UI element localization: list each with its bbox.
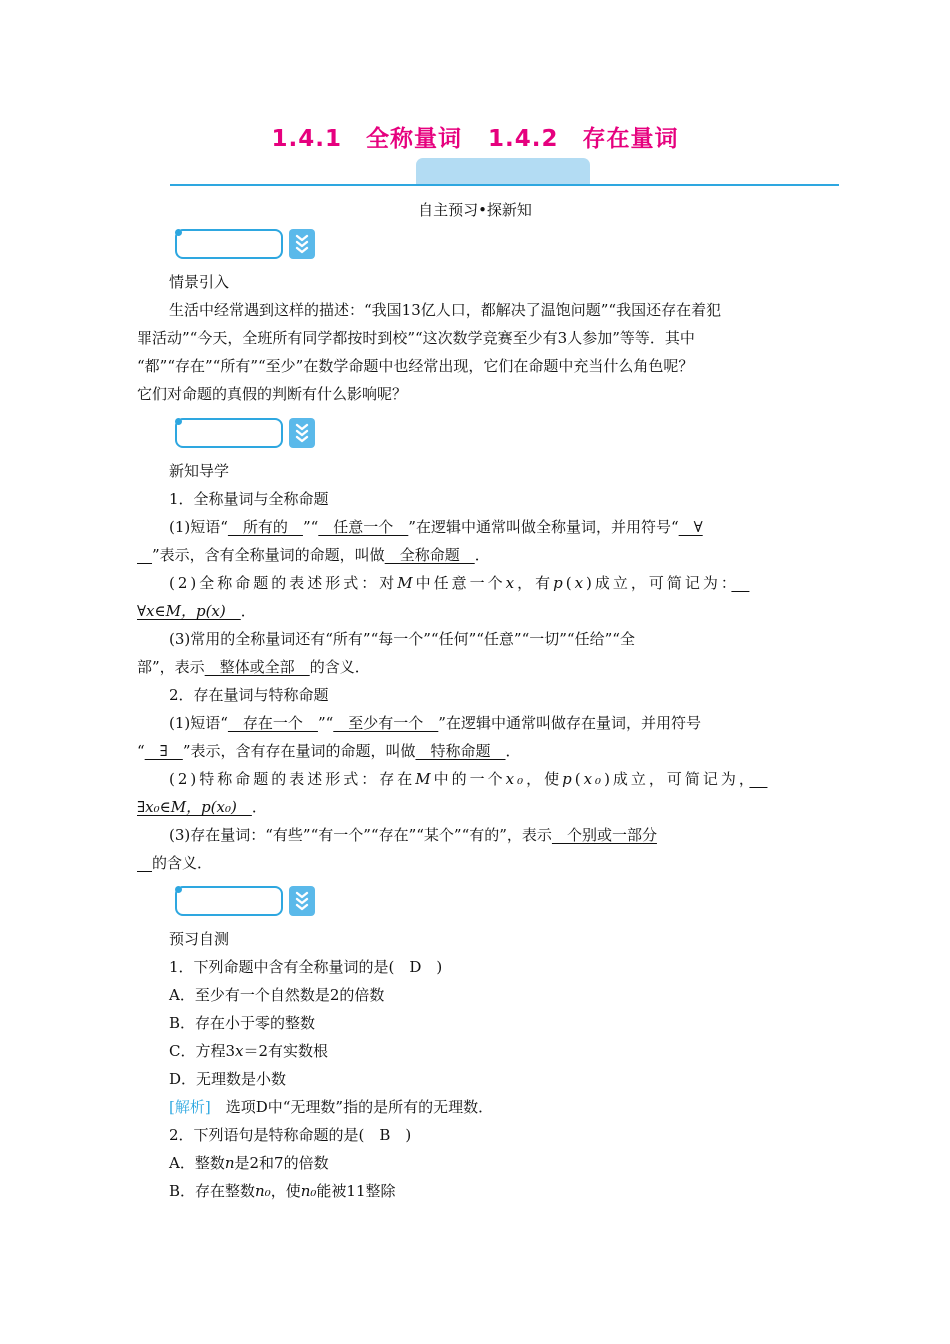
title-part1: 1.4.1 全称量词 bbox=[271, 126, 462, 152]
guide-heading: 新知导学 bbox=[169, 462, 230, 480]
double-chevron-down-icon bbox=[289, 229, 315, 259]
q1-option-d: D．无理数是小数 bbox=[169, 1070, 287, 1088]
intro-line-1: 生活中经常遇到这样的描述：“我国13亿人口，都解决了温饱问题”“我国还存在着犯 bbox=[169, 301, 722, 319]
header-rule bbox=[170, 184, 839, 186]
q1-option-b: B．存在小于零的整数 bbox=[169, 1014, 316, 1032]
guide-2c: (2)特称命题的表述形式：存在M中的一个x₀，使p(x₀)成立，可简记为， bbox=[169, 765, 767, 793]
badge-frame bbox=[175, 886, 283, 916]
analysis-label: [解析] bbox=[169, 1098, 211, 1116]
intro-line-2: 罪活动”“今天，全班所有同学都按时到校”“这次数学竞赛至少有3人参加”等等．其中 bbox=[137, 329, 695, 347]
q1-analysis: [解析] 选项D中“无理数”指的是所有的无理数． bbox=[169, 1098, 494, 1116]
fill-blank: ∀x∈M，p(x) bbox=[137, 602, 241, 620]
page-title bbox=[0, 120, 950, 153]
fill-blank: ∃ bbox=[144, 742, 183, 760]
q1-option-c: C．方程3x＝2有实数根 bbox=[169, 1042, 329, 1060]
question-2: 2．下列语句是特称命题的是( B ) bbox=[169, 1126, 412, 1144]
guide-1c: (2)全称命题的表述形式：对M中任意一个x，有p(x)成立，可简记为： bbox=[169, 569, 749, 597]
fill-blank bbox=[749, 770, 767, 788]
fill-blank bbox=[731, 574, 749, 592]
q2-option-b: B．存在整数n₀，使n₀能被11整除 bbox=[169, 1182, 396, 1200]
title-part2: 1.4.2 存在量词 bbox=[488, 126, 679, 152]
intro-line-4: 它们对命题的真假的判断有什么影响呢？ bbox=[137, 385, 408, 403]
guide-1e-line-2: 部”，表示 整体或全部 的含义． bbox=[137, 658, 370, 676]
test-heading: 预习自测 bbox=[169, 930, 230, 948]
fill-blank: 整体或全部 bbox=[204, 658, 310, 676]
double-chevron-down-icon bbox=[289, 886, 315, 916]
fill-blank: 存在一个 bbox=[227, 714, 318, 732]
section-badge-test bbox=[175, 886, 317, 920]
guide-2b: “ ∃ ”表示，含有存在量词的命题，叫做 特称命题 ． bbox=[137, 742, 521, 760]
fill-blank: 特称命题 bbox=[415, 742, 506, 760]
intro-line-3: “都”“存在”“所有”“至少”在数学命题中也经常出现，它们在命题中充当什么角色呢？ bbox=[137, 357, 694, 375]
guide-1d: ∀x∈M，p(x) ． bbox=[137, 602, 256, 620]
guide-2d: ∃x₀∈M，p(x₀) ． bbox=[137, 798, 267, 816]
guide-section-1: 1．全称量词与全称命题 bbox=[169, 490, 329, 508]
section-heading: 自主预习•探新知 bbox=[418, 201, 532, 219]
question-1: 1．下列命题中含有全称量词的是( D ) bbox=[169, 958, 443, 976]
double-chevron-down-icon bbox=[289, 418, 315, 448]
guide-2f: 的含义． bbox=[137, 849, 212, 877]
guide-section-2: 2．存在量词与特称命题 bbox=[169, 686, 329, 704]
section-badge-guide bbox=[175, 418, 317, 452]
header-tab-decoration bbox=[416, 158, 590, 185]
badge-frame bbox=[175, 418, 283, 448]
fill-blank: 任意一个 bbox=[318, 518, 409, 536]
fill-blank: 个别或一部分 bbox=[551, 826, 657, 844]
guide-1e-line-1: (3)常用的全称量词还有“所有”“每一个”“任何”“任意”“一切”“任给”“全 bbox=[169, 630, 635, 648]
guide-1b: ”表示，含有全称量词的命题，叫做 全称命题 ． bbox=[137, 541, 490, 569]
fill-blank bbox=[137, 546, 152, 564]
badge-frame bbox=[175, 229, 283, 259]
fill-blank: 所有的 bbox=[227, 518, 303, 536]
section-badge-intro bbox=[175, 229, 317, 263]
guide-2e: (3)存在量词：“有些”“有一个”“存在”“某个”“有的”，表示 个别或一部分 bbox=[169, 826, 657, 844]
fill-blank bbox=[137, 854, 152, 872]
q1-option-a: A．至少有一个自然数是2的倍数 bbox=[169, 986, 385, 1004]
intro-heading: 情景引入 bbox=[169, 273, 230, 291]
fill-blank: ∃x₀∈M，p(x₀) bbox=[137, 798, 252, 816]
fill-blank: 全称命题 bbox=[384, 546, 475, 564]
q2-option-a: A．整数n是2和7的倍数 bbox=[169, 1154, 329, 1172]
fill-blank: ∀ bbox=[678, 518, 703, 536]
fill-blank: 至少有一个 bbox=[333, 714, 439, 732]
guide-2a: (1)短语“ 存在一个 ”“ 至少有一个 ”在逻辑中通常叫做存在量词，并用符号 bbox=[169, 714, 701, 732]
guide-1a: (1)短语“ 所有的 ”“ 任意一个 ”在逻辑中通常叫做全称量词，并用符号“ ∀ bbox=[169, 518, 703, 536]
